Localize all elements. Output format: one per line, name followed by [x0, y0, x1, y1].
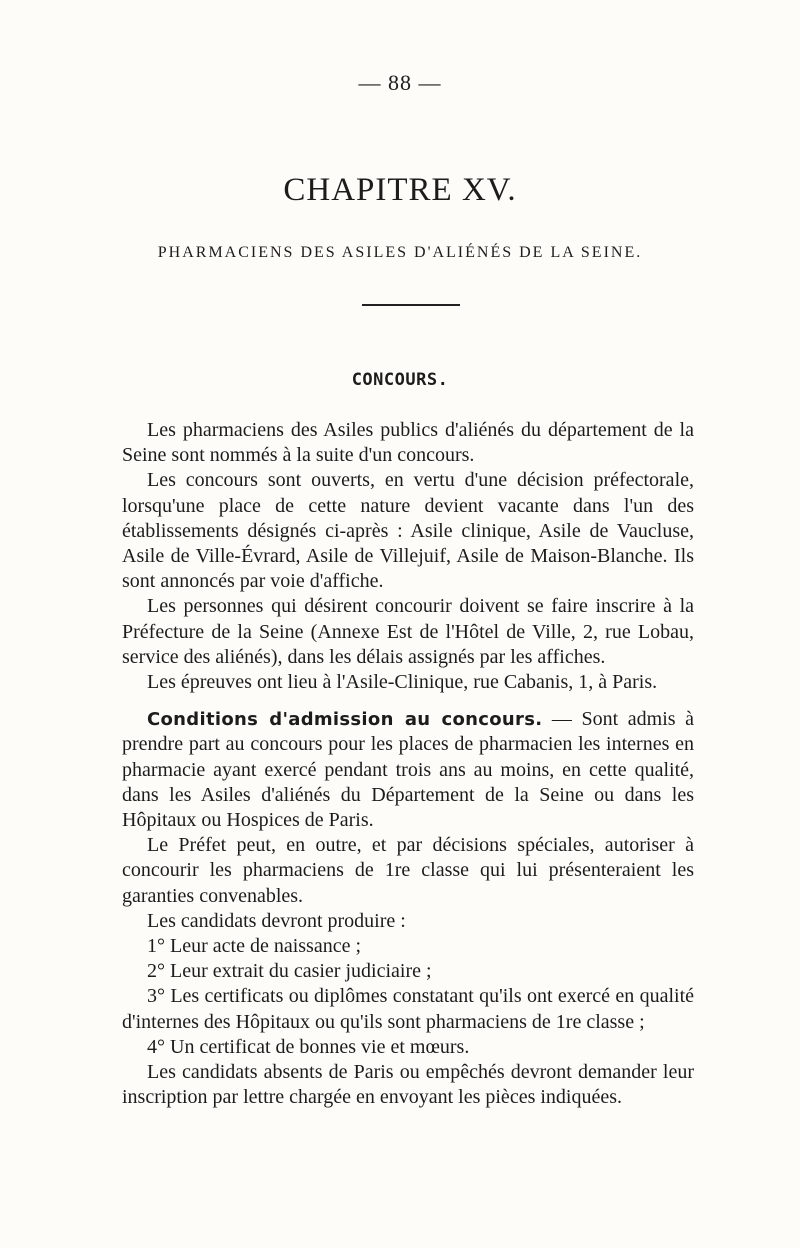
list-item: 1° Leur acte de naissance ; — [147, 935, 362, 958]
conditions-heading: Conditions d'admission au concours. — [147, 709, 543, 731]
conditions-paragraph — [122, 707, 694, 833]
page-number: — 88 — — [358, 70, 442, 95]
chapter-subtitle: PHARMACIENS DES ASILES D'ALIÉNÉS DE LA SEINE. — [157, 244, 643, 261]
chapter-title: CHAPITRE XV. — [283, 172, 517, 208]
separator-rule — [362, 304, 460, 306]
body-text — [122, 418, 694, 1110]
conditions-text: — Sont admis à prendre part au concours pour les places de pharmacien les internes en pharmacie ayant exercé pendant trois ans au moins, en cette qualité, dans les Asiles d'aliénés du Département de la Seine ou dans les Hôpitaux ou Hospices de Paris. — [122, 708, 694, 832]
section-heading: CONCOURS. — [351, 370, 449, 390]
paragraph: Les concours sont ouverts, en vertu d'une décision préfectorale, lorsqu'une place de cette nature devient vacante dans l'un des établissements désignés ci-après : Asile clinique, Asile de Vaucluse, Asile de Ville-Évrard, Asile de Villejuif, Asile de Maison-Blanche. Ils sont annoncés par voie d'affiche. — [122, 469, 694, 593]
paragraph: Les pharmaciens des Asiles publics d'aliénés du département de la Seine sont nommés à la suite d'un concours. — [122, 419, 694, 467]
paragraph: Les candidats absents de Paris ou empêchés devront demander leur inscription par lettre chargée en envoyant les pièces indiquées. — [122, 1061, 694, 1109]
list-item: 3° Les certificats ou diplômes constatant qu'ils ont exercé en qualité d'internes des Hôpitaux ou qu'ils sont pharmaciens de 1re classe ; — [122, 985, 694, 1033]
list-item: 2° Leur extrait du casier judiciaire ; — [147, 960, 432, 983]
paragraph: Les personnes qui désirent concourir doivent se faire inscrire à la Préfecture de la Seine (Annexe Est de l'Hôtel de Ville, 2, rue Lobau, service des aliénés), dans les délais assignés par les affiches. — [122, 595, 694, 668]
list-item: 4° Un certificat de bonnes vie et mœurs. — [147, 1035, 470, 1058]
paragraph: Les candidats devront produire : — [147, 909, 406, 932]
paragraph: Les épreuves ont lieu à l'Asile-Clinique, rue Cabanis, 1, à Paris. — [147, 671, 658, 694]
paragraph: Le Préfet peut, en outre, et par décisions spéciales, autoriser à concourir les pharmaciens de 1re classe qui lui présenteraient les garanties convenables. — [122, 834, 694, 907]
